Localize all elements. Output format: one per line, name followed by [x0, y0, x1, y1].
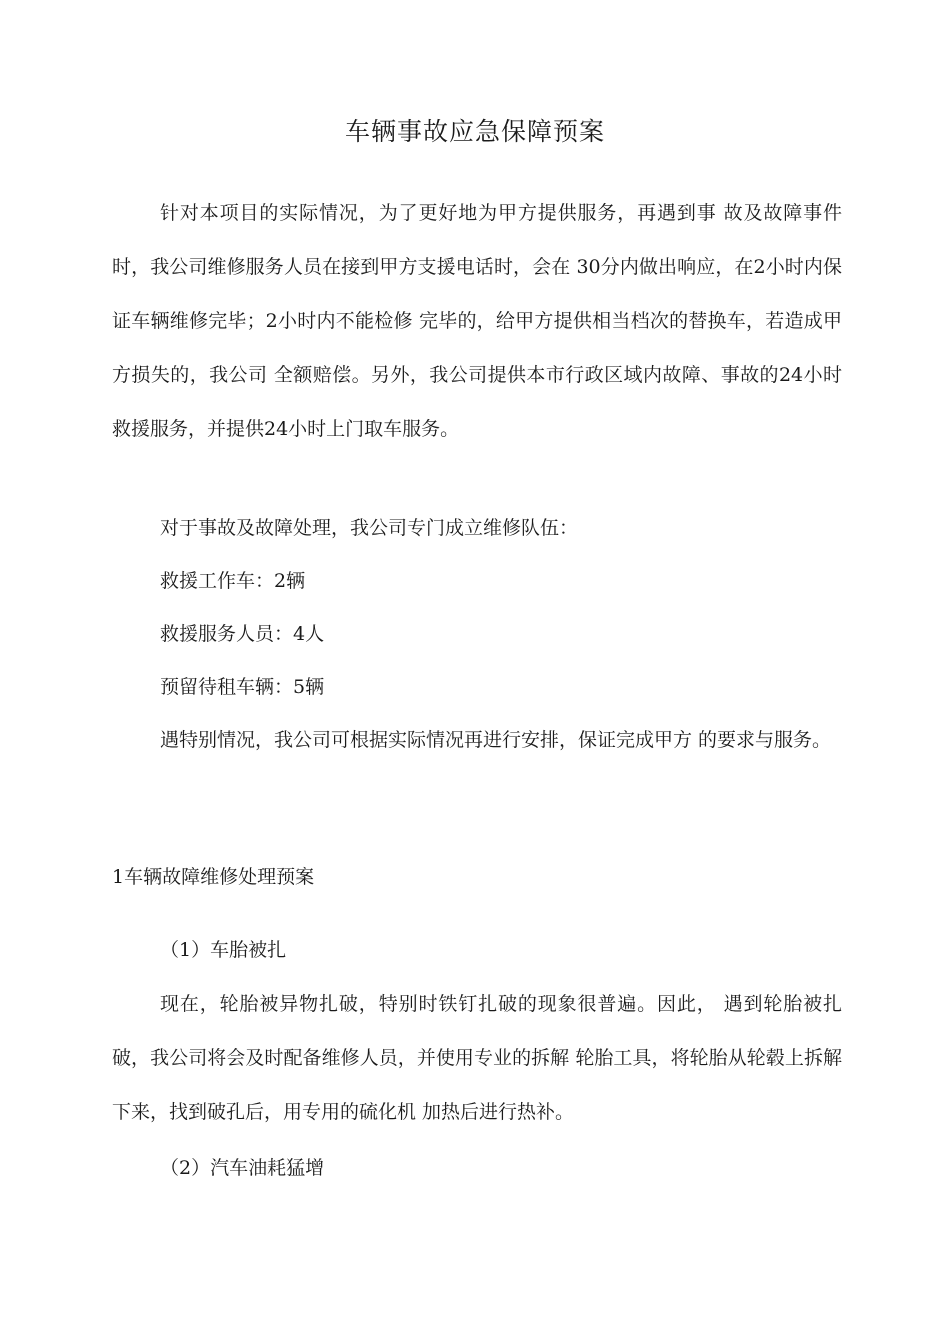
subsection1-heading: （1）车胎被扎	[160, 939, 287, 961]
team-item-reserve-vehicles: 预留待租车辆：5辆	[160, 676, 325, 698]
team-item-work-vehicles: 救援工作车：2辆	[160, 570, 306, 592]
section1-heading: 1车辆故障维修处理预案	[112, 866, 315, 888]
document-title: 车辆事故应急保障预案	[344, 117, 605, 146]
subsection1-paragraph: 现在，轮胎被异物扎破，特别时铁钉扎破的现象很普遍。因此， 遇到轮胎被扎破，我公司将会及时配备维修人员，并使用专业的拆解 轮胎工具，将轮胎从轮毂上拆解下来，找到破孔后，用专用的硫化机 加热后进行热补。	[112, 993, 842, 1123]
subsection2-heading: （2）汽车油耗猛增	[160, 1157, 325, 1179]
team-item-service-staff: 救援服务人员：4人	[160, 623, 325, 645]
intro-paragraph: 针对本项目的实际情况，为了更好地为甲方提供服务，再遇到事 故及故障事件时，我公司维修服务人员在接到甲方支援电话时，会在 30分内做出响应，在2小时内保证车辆维修完毕；2小时内不能检修 完毕的，给甲方提供相当档次的替换车，若造成甲方损失的，我公司 全额赔偿。另外，我公司提供本市行政区域内故障、事故的24小时 救援服务，并提供24小时上门取车服务。	[112, 202, 842, 440]
team-intro: 对于事故及故障处理，我公司专门成立维修队伍：	[160, 517, 579, 539]
special-paragraph: 遇特别情况，我公司可根据实际情况再进行安排，保证完成甲方 的要求与服务。	[160, 729, 832, 751]
